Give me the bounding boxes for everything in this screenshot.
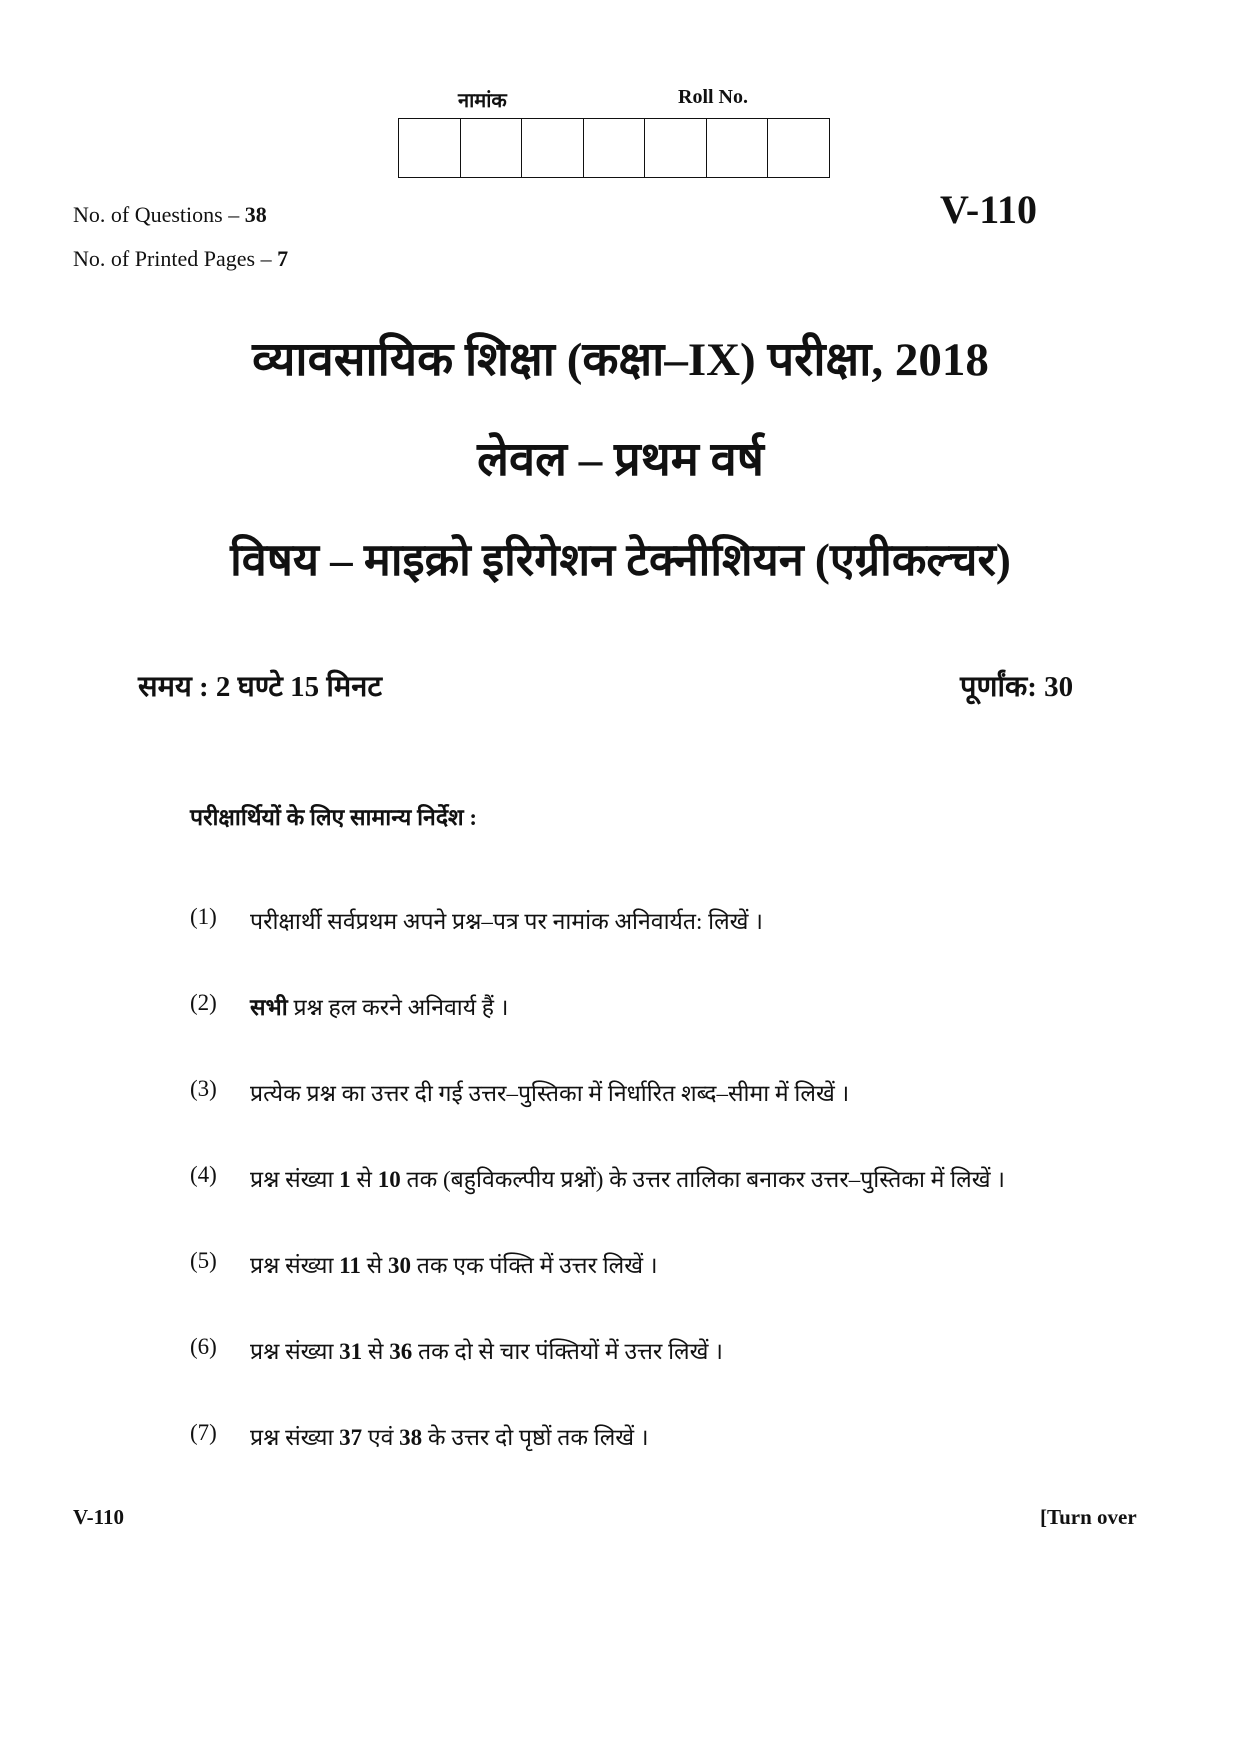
instruction-text-part: से [362,1339,390,1364]
roll-number-box[interactable] [768,118,830,178]
roll-number-box[interactable] [584,118,646,178]
instruction-text [250,1162,1005,1194]
instruction-number: (4) [190,1162,217,1187]
instruction-item [190,904,763,936]
instruction-text [250,1334,723,1366]
exam-title: व्यावसायिक शिक्षा (कक्षा–IX) परीक्षा, 2018 [252,334,989,386]
questions-value: 38 [244,202,267,227]
roll-number-box[interactable] [522,118,584,178]
roll-number-boxes [398,118,830,178]
roll-label-hindi: नामांक [458,90,507,112]
footer-turn-over: [Turn over [1040,1505,1137,1529]
instruction-item [190,990,509,1022]
roll-number-box[interactable] [645,118,707,178]
exam-level: लेवल – प्रथम वर्ष [477,434,764,486]
instruction-text-part: प्रश्न संख्या [250,1167,340,1192]
instruction-text-part: एवं [362,1425,400,1450]
roll-number-box[interactable] [707,118,769,178]
instruction-text-part: 31 [339,1339,363,1364]
instruction-text [250,990,509,1022]
instruction-text-part: 37 [339,1425,363,1450]
instruction-number: (3) [190,1076,217,1101]
instruction-text [250,904,763,936]
instruction-text-part: तक दो से चार पंक्तियों में उत्तर लिखें । [412,1339,723,1364]
roll-label-english: Roll No. [678,86,748,108]
instruction-number: (2) [190,990,217,1015]
pages-value: 7 [277,246,289,271]
instruction-text-part: तक एक पंक्ति में उत्तर लिखें । [410,1253,658,1278]
instruction-item [190,1334,723,1366]
exam-time: समय : 2 घण्टे 15 मिनट [138,671,382,703]
instruction-number: (1) [190,904,217,929]
instruction-number: (5) [190,1248,217,1273]
instruction-text-part: 30 [387,1253,411,1278]
instruction-text-part: सभी [250,995,288,1020]
instruction-text-part: के उत्तर दो पृष्ठों तक लिखें । [422,1425,649,1450]
instruction-text-part: तक (बहुविकल्पीय प्रश्नों) के उत्तर तालिका बनाकर उत्तर–पुस्तिका में लिखें । [400,1167,1006,1192]
paper-code: V-110 [940,187,1038,232]
instruction-item [190,1248,658,1280]
pages-label: No. of Printed Pages – [73,246,278,271]
instruction-text-part: प्रश्न संख्या [250,1425,340,1450]
exam-subject: विषय – माइक्रो इरिगेशन टेक्नीशियन (एग्रीकल्चर) [230,535,1011,585]
instruction-text-part: 1 [339,1167,351,1192]
instructions-heading: परीक्षार्थियों के लिए सामान्य निर्देश : [190,805,478,830]
number-of-questions [73,202,267,228]
instruction-number: (7) [190,1420,217,1445]
instruction-item [190,1076,849,1108]
instruction-number: (6) [190,1334,217,1359]
instruction-text-part: से [350,1167,378,1192]
instruction-text-part: 36 [389,1339,413,1364]
instruction-text-part: प्रश्न संख्या [250,1339,340,1364]
number-of-pages [73,246,288,272]
roll-number-box[interactable] [399,118,461,178]
instruction-text-part: 38 [399,1425,423,1450]
instruction-text [250,1248,658,1280]
instruction-text-part: 10 [377,1167,401,1192]
instruction-text-part: परीक्षार्थी सर्वप्रथम अपने प्रश्न–पत्र पर नामांक अनिवार्यत: लिखें । [250,909,763,934]
instruction-text-part: 11 [339,1253,361,1278]
instruction-text-part: प्रश्न संख्या [250,1253,340,1278]
instruction-text-part: प्रश्न हल करने अनिवार्य हैं । [287,995,509,1020]
instruction-item [190,1420,649,1452]
footer-paper-code: V-110 [73,1505,124,1529]
instruction-text-part: प्रत्येक प्रश्न का उत्तर दी गई उत्तर–पुस्तिका में निर्धारित शब्द–सीमा में लिखें । [250,1081,850,1106]
instruction-text [250,1076,849,1108]
instruction-text [250,1420,649,1452]
instruction-item [190,1162,1005,1194]
instruction-text-part: से [360,1253,388,1278]
questions-label: No. of Questions – [73,202,245,227]
roll-number-box[interactable] [461,118,523,178]
exam-max-marks: पूर्णांक: 30 [960,671,1074,703]
